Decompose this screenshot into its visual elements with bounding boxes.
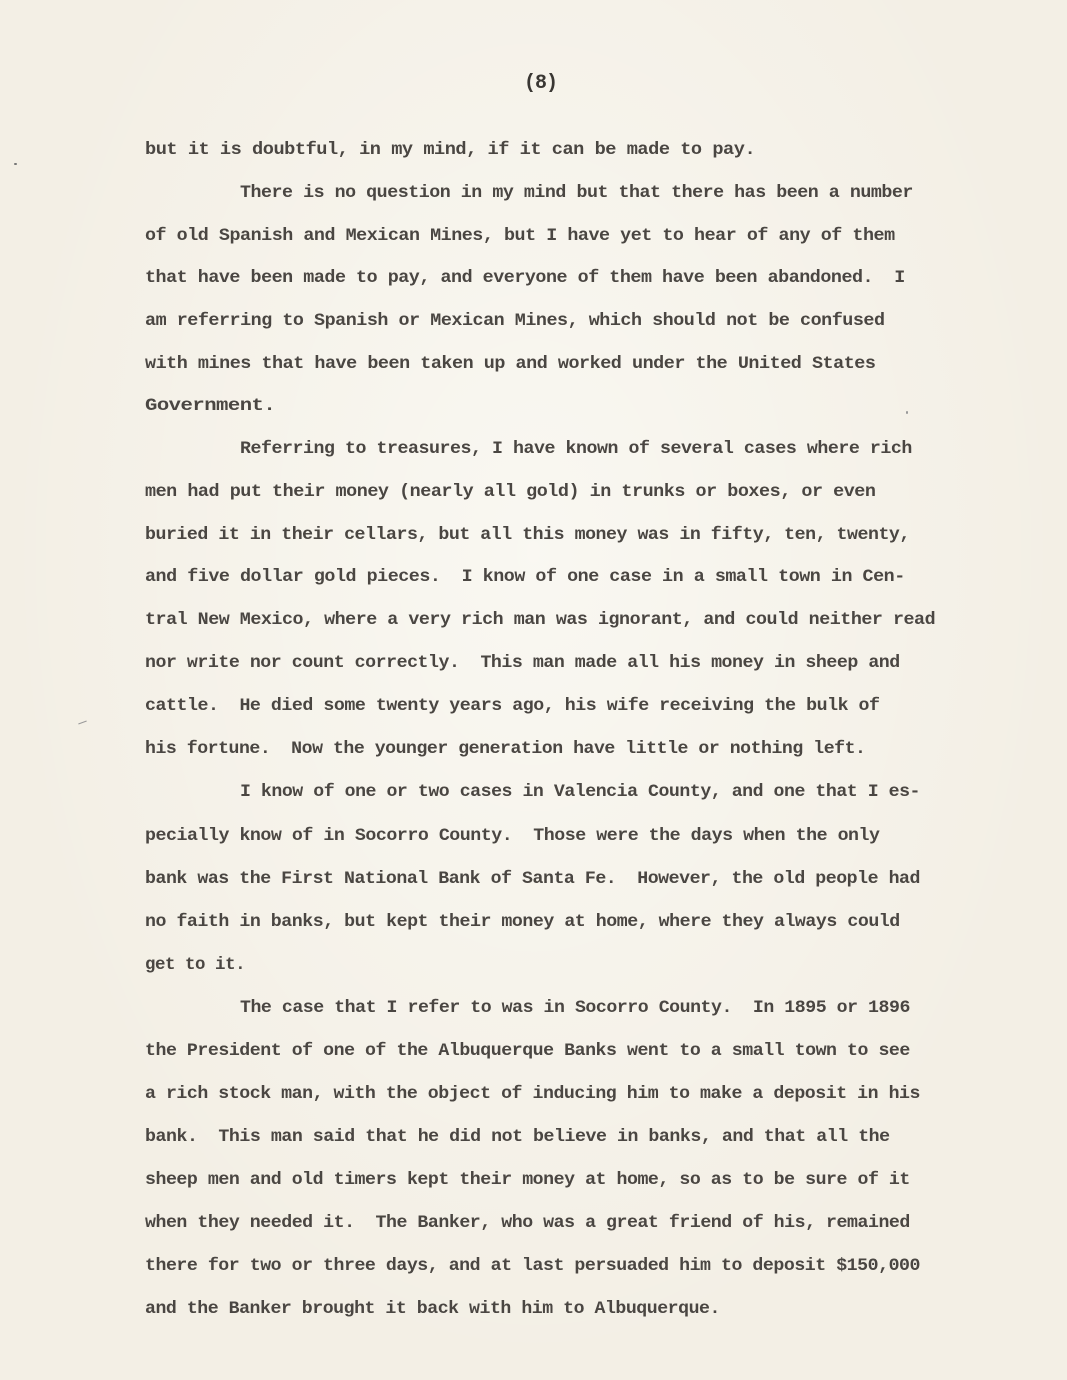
text-line: of old Spanish and Mexican Mines, but I have yet to hear of any of them (145, 226, 895, 246)
page-number: (8) (524, 72, 558, 95)
text-line: pecially know of in Socorro County. Those were the days when the only (145, 826, 880, 846)
text-line: sheep men and old timers kept their money at home, so as to be sure of it (145, 1170, 910, 1190)
text-line: There is no question in my mind but that there has been a number (240, 183, 913, 203)
text-line: get to it. (145, 955, 246, 975)
text-line: a rich stock man, with the object of inducing him to make a deposit in his (145, 1084, 920, 1104)
text-line: The case that I refer to was in Socorro County. In 1895 or 1896 (240, 998, 910, 1018)
text-line: I know of one or two cases in Valencia County, and one that I es- (240, 782, 921, 802)
text-line: the President of one of the Albuquerque Banks went to a small town to see (145, 1041, 910, 1061)
text-line: his fortune. Now the younger generation have little or nothing left. (145, 739, 866, 759)
text-line: nor write nor count correctly. This man made all his money in sheep and (145, 653, 900, 673)
text-line: Government. (145, 396, 276, 416)
text-line: but it is doubtful, in my mind, if it can be made to pay. (145, 140, 756, 160)
text-line: with mines that have been taken up and worked under the United States (145, 354, 876, 374)
text-line: bank was the First National Bank of Santa Fe. However, the old people had (145, 869, 920, 889)
text-line: cattle. He died some twenty years ago, his wife receiving the bulk of (145, 696, 880, 716)
text-line: buried it in their cellars, but all this money was in fifty, ten, twenty, (145, 525, 910, 545)
text-line: Referring to treasures, I have known of several cases where rich (240, 439, 912, 459)
text-line: bank. This man said that he did not believe in banks, and that all the (145, 1127, 890, 1147)
text-line: when they needed it. The Banker, who was a great friend of his, remained (145, 1213, 910, 1233)
stray-mark (14, 163, 17, 165)
stray-mark (78, 720, 87, 724)
stray-mark (906, 411, 908, 414)
text-line: and five dollar gold pieces. I know of one case in a small town in Cen- (145, 567, 905, 587)
text-line: tral New Mexico, where a very rich man was ignorant, and could neither read (145, 610, 936, 630)
text-line: that have been made to pay, and everyone of them have been abandoned. I (145, 268, 905, 288)
text-line: there for two or three days, and at last persuaded him to deposit $150,000 (145, 1256, 920, 1276)
text-line: am referring to Spanish or Mexican Mines, which should not be confused (145, 311, 885, 331)
text-line: and the Banker brought it back with him to Albuquerque. (145, 1299, 720, 1319)
text-line: men had put their money (nearly all gold) in trunks or boxes, or even (145, 482, 876, 502)
text-line: no faith in banks, but kept their money at home, where they always could (145, 912, 900, 932)
